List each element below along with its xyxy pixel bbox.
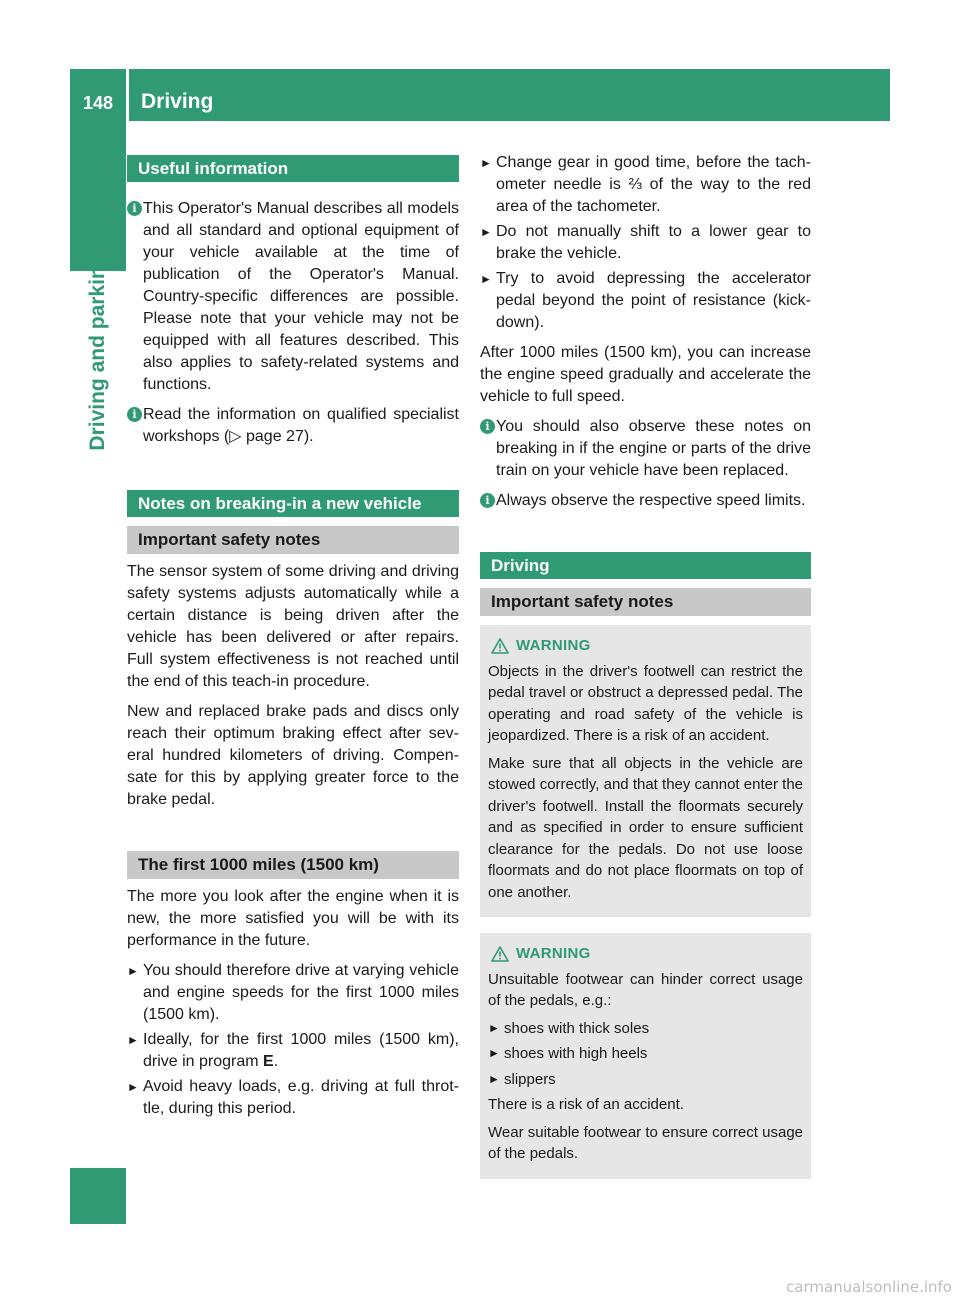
bullet-list	[488, 1018, 803, 1091]
bullet-icon: ►	[127, 964, 139, 978]
info-text: Always observe the respective speed limits.	[496, 492, 806, 509]
info-icon: i	[127, 407, 142, 422]
warning-header	[488, 943, 803, 965]
list-item: ► shoes with thick soles	[488, 1018, 803, 1040]
info-text-end: ).	[303, 428, 314, 445]
list-item: ► Ideally, for the first 1000 miles (1500 km), drive in program E.	[127, 1031, 459, 1070]
info-note	[480, 490, 811, 512]
warning-box	[480, 625, 811, 917]
list-item: ► shoes with high heels	[488, 1043, 803, 1065]
info-icon: i	[127, 201, 142, 216]
info-note	[480, 416, 811, 482]
side-tab-label: Driving and parking	[86, 253, 109, 451]
warning-box	[480, 933, 811, 1179]
paragraph: After 1000 miles (1500 km), you can increase the engine speed gradually and accelerate the vehicle to full speed.	[480, 344, 811, 405]
bullet-icon: ►	[488, 1046, 500, 1060]
paragraph: The more you look after the engine when it is new, the more satisfied you will be with its performance in the future.	[127, 888, 459, 949]
bullet-icon: ►	[480, 272, 492, 286]
list-item: ► Do not manually shift to a lower gear to brake the vehicle.	[480, 223, 811, 262]
section-heading-driving: Driving	[480, 552, 811, 579]
left-column	[127, 155, 459, 1128]
page-number: 148	[82, 93, 114, 113]
list-item: ► Avoid heavy loads, e.g. driving at full throttle, during this period.	[127, 1078, 459, 1117]
bullet-icon: ►	[488, 1071, 500, 1086]
info-text: Read the information on qualified specialist workshops (	[143, 406, 459, 445]
warning-header	[488, 635, 803, 657]
list-item: ► slippers	[488, 1069, 803, 1091]
page-title: Driving	[141, 90, 214, 113]
warning-text: There is a risk of an accident.	[488, 1096, 684, 1113]
info-text: You should also observe these notes on breaking in if the engine or parts of the drive train on your vehicle have been replaced.	[496, 418, 811, 479]
side-tab	[70, 121, 126, 271]
paragraph: New and replaced brake pads and discs only reach their optimum braking effect after several hundred kilometers of driving. Compensate for this by applying greater force to the brake pedal.	[127, 703, 459, 808]
warning-text: Make sure that all objects in the vehicle are stowed correctly, and that they cannot enter the driver's footwell. Install the floormats securely and as specified in order to ensure sufficient clearance for the pedals. Do not use loose floormats and do not place floormats on top of one another.	[488, 754, 803, 901]
section-heading-useful: Useful information	[127, 155, 459, 182]
bullet-icon: ►	[480, 225, 492, 239]
side-marker	[70, 1168, 126, 1224]
header-separator	[126, 69, 129, 121]
info-note	[127, 404, 459, 448]
list-item: ► Change gear in good time, before the tachometer needle is ⅔ of the way to the red area of the tachometer.	[480, 154, 811, 215]
right-column	[480, 152, 811, 1179]
warning-text: Wear suitable footwear to ensure correct usage of the pedals.	[488, 1123, 803, 1162]
info-icon: i	[480, 493, 495, 508]
bullet-list	[127, 960, 459, 1120]
subheading-first-miles: The first 1000 miles (1500 km)	[127, 851, 459, 879]
bullet-icon: ►	[127, 1080, 139, 1094]
bullet-icon: ►	[480, 156, 492, 170]
bullet-icon: ►	[488, 1020, 500, 1035]
info-text: This Operator's Manual describes all models and all standard and optional equipment of your vehicle available at the time of publication of the Operator's Manual. Country-specific differences are possible. Please note that your vehicle may not be equipped with all features described. This also applies to safety-related systems and functions.	[143, 200, 459, 393]
section-heading-breaking-in: Notes on breaking-in a new vehicle	[127, 490, 459, 517]
subheading-safety-notes: Important safety notes	[127, 526, 459, 554]
list-item: ► Try to avoid depressing the accelerator pedal beyond the point of resistance (kickdown).	[480, 270, 811, 331]
page-reference-link[interactable]: ▷ page 27	[229, 428, 304, 445]
bullet-icon: ►	[127, 1033, 139, 1047]
program-e: E	[263, 1053, 274, 1070]
info-note	[127, 198, 459, 396]
warning-title: WARNING	[516, 945, 591, 962]
warning-text: Unsuitable footwear can hinder correct usage of the pedals, e.g.:	[488, 970, 803, 1009]
info-icon: i	[480, 419, 495, 434]
watermark: carmanualsonline.info	[786, 1278, 952, 1296]
warning-text: Objects in the driver's footwell can restrict the pedal travel or obstruct a depressed pedal. The operating and road safety of the vehicle is jeopardized. There is a risk of an accident.	[488, 662, 803, 744]
subheading-driving-safety: Important safety notes	[480, 588, 811, 616]
bullet-list	[480, 152, 811, 334]
paragraph: The sensor system of some driving and driving safety systems adjusts automatically while a certain distance is being driven after the vehicle has been delivered or after repairs. Full system effectiveness is not reached until the end of this teach-in procedure.	[127, 563, 459, 690]
list-item: ► You should therefore drive at varying vehicle and engine speeds for the first 1000 miles (1500 km).	[127, 962, 459, 1023]
warning-triangle-icon	[491, 638, 509, 654]
warning-triangle-icon	[491, 946, 509, 962]
warning-title: WARNING	[516, 637, 591, 654]
